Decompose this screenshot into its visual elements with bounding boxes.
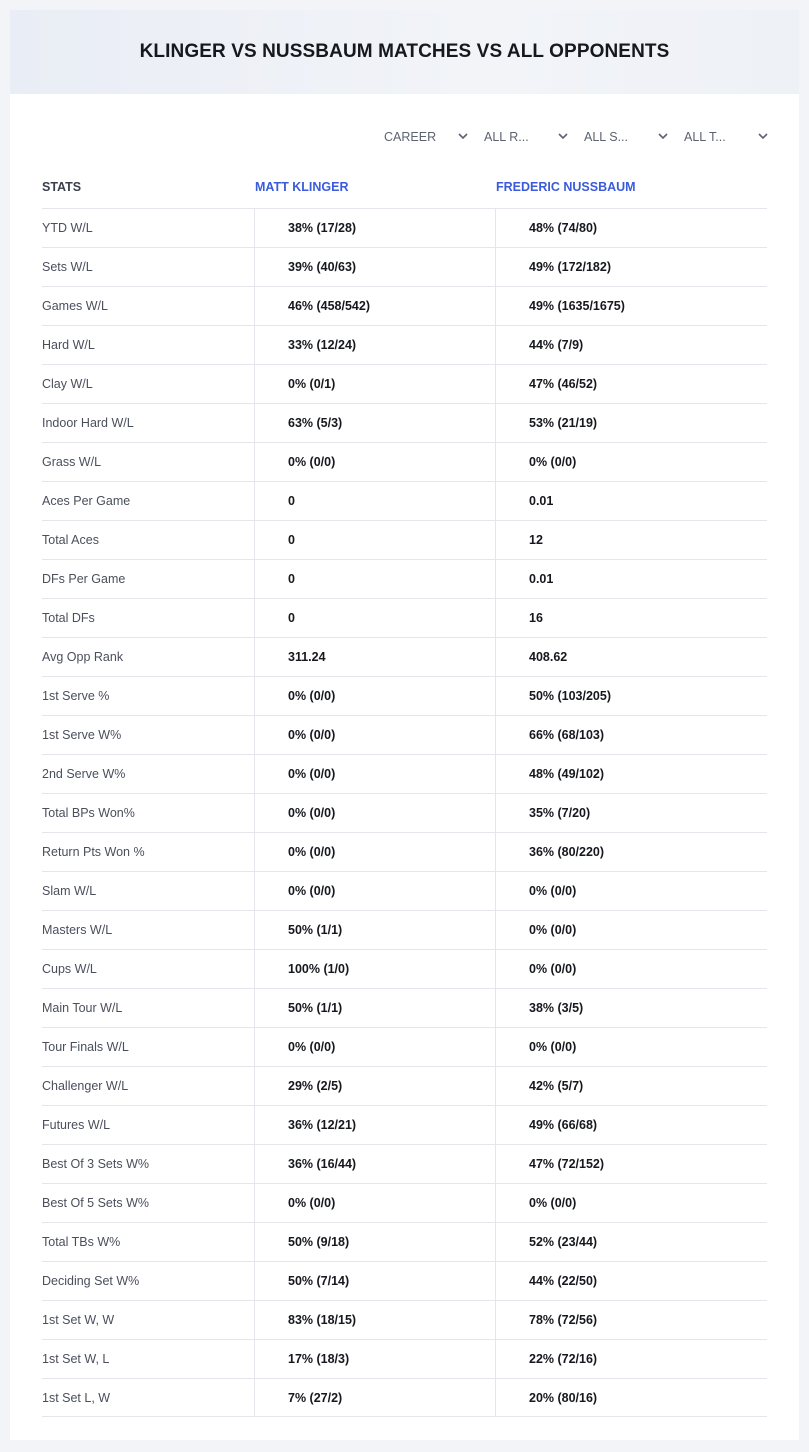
table-row	[42, 364, 767, 403]
filter-label: ALL T...	[684, 130, 726, 144]
table-row	[42, 442, 767, 481]
card-header	[10, 10, 799, 94]
stats-card	[10, 10, 799, 1440]
stat-label: Avg Opp Rank	[42, 650, 124, 664]
player2-value: 0% (0/0)	[495, 872, 767, 910]
table-row	[42, 403, 767, 442]
player2-value: 48% (74/80)	[495, 209, 767, 247]
player1-value: 311.24	[254, 638, 495, 676]
player2-value: 47% (72/152)	[495, 1145, 767, 1183]
stat-label: Sets W/L	[42, 260, 93, 274]
player2-value: 0% (0/0)	[495, 950, 767, 988]
player1-value: 0% (0/0)	[254, 794, 495, 832]
table-row	[42, 559, 767, 598]
player2-value: 0% (0/0)	[495, 443, 767, 481]
stat-label: 1st Serve %	[42, 689, 110, 703]
stat-label: Hard W/L	[42, 338, 95, 352]
player1-value: 0	[254, 482, 495, 520]
player1-value: 0% (0/0)	[254, 872, 495, 910]
player2-value: 16	[495, 599, 767, 637]
player1-value: 50% (7/14)	[254, 1262, 495, 1300]
player1-value: 46% (458/542)	[254, 287, 495, 325]
stat-label: 1st Set W, L	[42, 1352, 110, 1366]
player1-value: 50% (1/1)	[254, 989, 495, 1027]
table-row	[42, 871, 767, 910]
filter-label: ALL S...	[584, 130, 629, 144]
player2-value: 78% (72/56)	[495, 1301, 767, 1339]
table-row	[42, 598, 767, 637]
player2-value: 0% (0/0)	[495, 1028, 767, 1066]
stat-label: Total DFs	[42, 611, 95, 625]
stat-label: Masters W/L	[42, 923, 113, 937]
player1-value: 0% (0/0)	[254, 443, 495, 481]
player1-value: 50% (1/1)	[254, 911, 495, 949]
table-row	[42, 676, 767, 715]
player1-value: 7% (27/2)	[254, 1379, 495, 1417]
player1-value: 36% (12/21)	[254, 1106, 495, 1144]
filter-surface-select[interactable]	[580, 126, 680, 148]
table-row	[42, 949, 767, 988]
player1-value: 100% (1/0)	[254, 950, 495, 988]
table-row	[42, 1105, 767, 1144]
table-row	[42, 1144, 767, 1183]
stat-label: Return Pts Won %	[42, 845, 145, 859]
table-row	[42, 988, 767, 1027]
player2-value: 49% (66/68)	[495, 1106, 767, 1144]
column-header-stats: STATS	[42, 180, 82, 194]
table-row	[42, 715, 767, 754]
stat-label: Deciding Set W%	[42, 1274, 140, 1288]
stat-label: Total TBs W%	[42, 1235, 121, 1249]
player2-value: 408.62	[495, 638, 767, 676]
player2-value: 36% (80/220)	[495, 833, 767, 871]
table-row	[42, 325, 767, 364]
table-row	[42, 754, 767, 793]
stats-table	[42, 208, 767, 1417]
column-header-player1[interactable]: MATT KLINGER	[255, 180, 349, 194]
player2-value: 47% (46/52)	[495, 365, 767, 403]
table-row	[42, 1339, 767, 1378]
filter-tournament-select[interactable]	[680, 126, 780, 148]
filter-bar	[380, 126, 780, 148]
chevron-down-icon	[658, 131, 668, 141]
player2-value: 53% (21/19)	[495, 404, 767, 442]
stat-label: Futures W/L	[42, 1118, 111, 1132]
table-row	[42, 910, 767, 949]
player2-value: 12	[495, 521, 767, 559]
stat-label: Games W/L	[42, 299, 108, 313]
player2-value: 0.01	[495, 482, 767, 520]
table-row	[42, 481, 767, 520]
player1-value: 39% (40/63)	[254, 248, 495, 286]
player2-value: 66% (68/103)	[495, 716, 767, 754]
table-row	[42, 208, 767, 247]
stat-label: 2nd Serve W%	[42, 767, 126, 781]
stat-label: Tour Finals W/L	[42, 1040, 129, 1054]
player1-value: 0	[254, 560, 495, 598]
table-row	[42, 286, 767, 325]
player2-value: 44% (22/50)	[495, 1262, 767, 1300]
chevron-down-icon	[758, 131, 768, 141]
player2-value: 0% (0/0)	[495, 911, 767, 949]
player2-value: 52% (23/44)	[495, 1223, 767, 1261]
table-row	[42, 1222, 767, 1261]
filter-period-select[interactable]	[380, 126, 480, 148]
table-row	[42, 1183, 767, 1222]
table-header	[42, 170, 767, 208]
table-row	[42, 247, 767, 286]
stat-label: Best Of 3 Sets W%	[42, 1157, 149, 1171]
stat-label: Main Tour W/L	[42, 1001, 123, 1015]
player2-value: 44% (7/9)	[495, 326, 767, 364]
player1-value: 50% (9/18)	[254, 1223, 495, 1261]
player2-value: 48% (49/102)	[495, 755, 767, 793]
stat-label: Cups W/L	[42, 962, 97, 976]
stat-label: Aces Per Game	[42, 494, 131, 508]
column-header-player2[interactable]: FREDERIC NUSSBAUM	[496, 180, 636, 194]
stat-label: Total Aces	[42, 533, 99, 547]
stat-label: 1st Set L, W	[42, 1391, 111, 1405]
table-row	[42, 832, 767, 871]
player1-value: 17% (18/3)	[254, 1340, 495, 1378]
player2-value: 49% (1635/1675)	[495, 287, 767, 325]
player1-value: 0	[254, 521, 495, 559]
player2-value: 49% (172/182)	[495, 248, 767, 286]
player2-value: 35% (7/20)	[495, 794, 767, 832]
chevron-down-icon	[558, 131, 568, 141]
player2-value: 42% (5/7)	[495, 1067, 767, 1105]
table-row	[42, 1300, 767, 1339]
table-row	[42, 520, 767, 559]
player1-value: 36% (16/44)	[254, 1145, 495, 1183]
table-row	[42, 1261, 767, 1300]
stat-label: Slam W/L	[42, 884, 97, 898]
table-row	[42, 1378, 767, 1417]
player2-value: 50% (103/205)	[495, 677, 767, 715]
table-row	[42, 1027, 767, 1066]
stat-label: Total BPs Won%	[42, 806, 135, 820]
player2-value: 20% (80/16)	[495, 1379, 767, 1417]
player1-value: 63% (5/3)	[254, 404, 495, 442]
player1-value: 0% (0/0)	[254, 677, 495, 715]
player1-value: 0% (0/0)	[254, 1028, 495, 1066]
player1-value: 0% (0/1)	[254, 365, 495, 403]
table-row	[42, 1066, 767, 1105]
filter-label: ALL R...	[484, 130, 529, 144]
stat-label: 1st Set W, W	[42, 1313, 115, 1327]
player1-value: 0% (0/0)	[254, 1184, 495, 1222]
stat-label: Grass W/L	[42, 455, 102, 469]
player1-value: 0% (0/0)	[254, 833, 495, 871]
stat-label: 1st Serve W%	[42, 728, 122, 742]
player1-value: 83% (18/15)	[254, 1301, 495, 1339]
player1-value: 0% (0/0)	[254, 716, 495, 754]
filter-round-select[interactable]	[480, 126, 580, 148]
stat-label: Indoor Hard W/L	[42, 416, 134, 430]
stat-label: Clay W/L	[42, 377, 93, 391]
table-row	[42, 637, 767, 676]
stat-label: YTD W/L	[42, 221, 93, 235]
stat-label: Best Of 5 Sets W%	[42, 1196, 149, 1210]
filter-label: CAREER	[384, 130, 437, 144]
player2-value: 0% (0/0)	[495, 1184, 767, 1222]
stat-label: Challenger W/L	[42, 1079, 129, 1093]
player2-value: 0.01	[495, 560, 767, 598]
player1-value: 29% (2/5)	[254, 1067, 495, 1105]
player2-value: 38% (3/5)	[495, 989, 767, 1027]
table-row	[42, 793, 767, 832]
player1-value: 0% (0/0)	[254, 755, 495, 793]
chevron-down-icon	[458, 131, 468, 141]
stat-label: DFs Per Game	[42, 572, 126, 586]
player2-value: 22% (72/16)	[495, 1340, 767, 1378]
player1-value: 0	[254, 599, 495, 637]
page-title: KLINGER VS NUSSBAUM MATCHES VS ALL OPPONENTS	[139, 41, 670, 62]
player1-value: 33% (12/24)	[254, 326, 495, 364]
player1-value: 38% (17/28)	[254, 209, 495, 247]
